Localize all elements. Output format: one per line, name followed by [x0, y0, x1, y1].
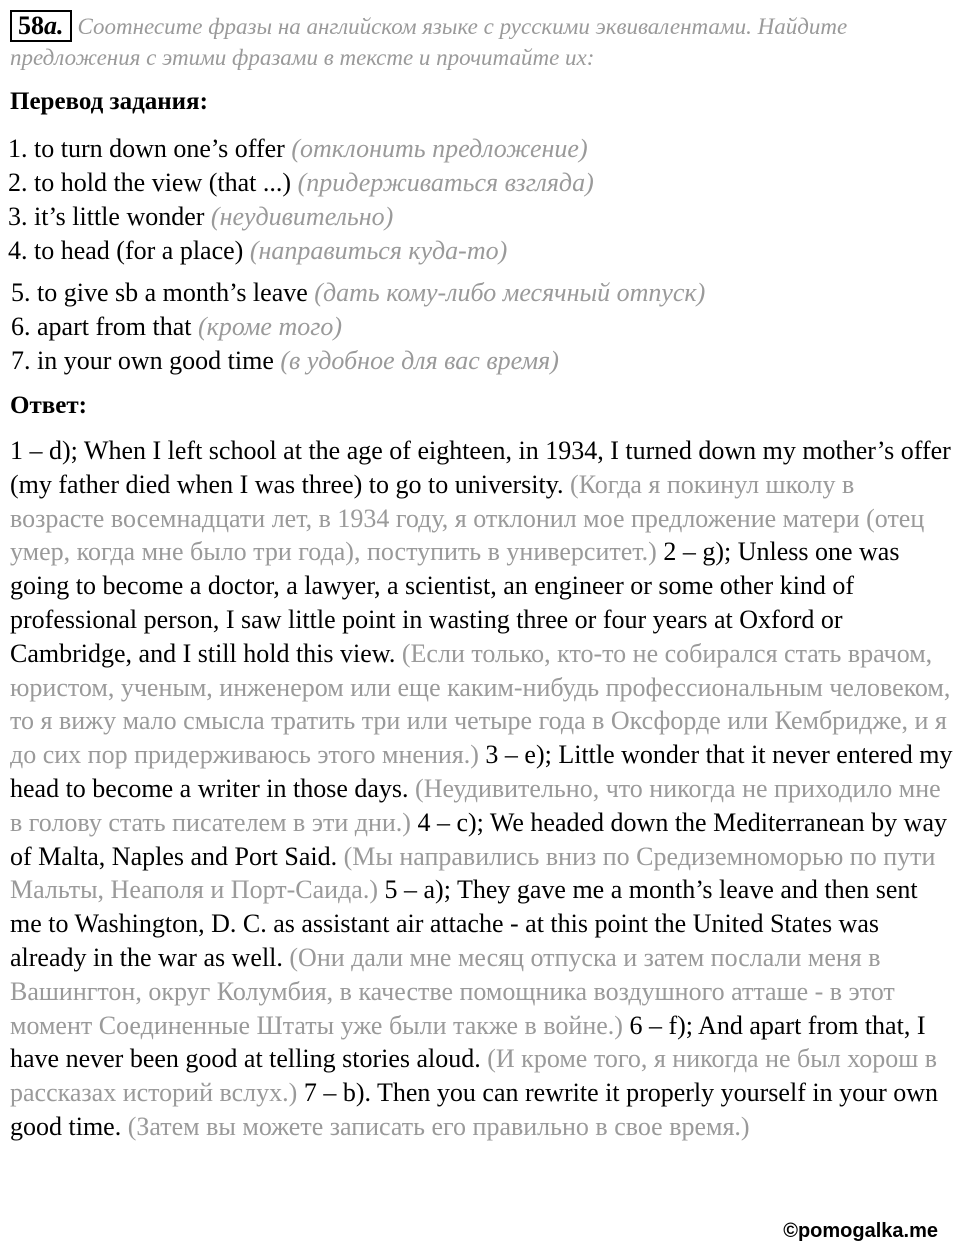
phrase-english: 2. to hold the view (that ...): [8, 168, 292, 197]
answer-body: [10, 434, 955, 1144]
phrase-item: [8, 344, 953, 378]
answer-english: 1 – d); When I left school at the age of eighteen, in 1934, I turned down my mother’s offer (my father died when I was three) to go to university.: [10, 436, 951, 499]
phrase-english: 4. to head (for a place): [8, 236, 244, 265]
phrase-english: 1. to turn down one’s offer: [8, 134, 285, 163]
phrase-list: [8, 132, 953, 378]
phrase-translation: (отклонить предложение): [291, 134, 588, 163]
phrase-translation: (неудивительно): [210, 202, 394, 231]
answer-english: 5 – a); They gave me a month’s leave and then sent me to Washington, D. C. as assistant air attache - at this point the United States was already in the war as well.: [10, 875, 918, 972]
site-watermark: ©pomogalka.me: [783, 1220, 938, 1242]
phrase-item: [8, 310, 953, 344]
answer-english: 6 – f); And apart from that, I have never been good at telling stories aloud.: [10, 1010, 926, 1074]
answer-translation: (Затем вы можете записать его правильно в свое время.): [127, 1111, 750, 1141]
phrase-english: 3. it’s little wonder: [8, 202, 205, 231]
phrase-item: [8, 234, 953, 268]
answer-translation: (И кроме того, я никогда не был хорош в рассказах историй вслух.): [10, 1044, 938, 1108]
answer-heading: Ответ:: [10, 392, 87, 419]
translation-heading: Перевод задания:: [10, 88, 208, 115]
task-number-suffix: a.: [44, 11, 64, 40]
phrase-translation: (кроме того): [198, 312, 343, 341]
answer-translation: (Они дали мне месяц отпуска и затем послали меня в Вашингтон, округ Колумбия, в качестве помощника воздушного атташе - в этот момент Соединенные Штаты уже были также в войне.): [10, 942, 895, 1040]
phrase-english: 6. apart from that: [11, 312, 192, 341]
phrase-english: 7. in your own good time: [11, 346, 274, 375]
phrase-english: 5. to give sb a month’s leave: [11, 278, 308, 307]
phrase-item: [8, 166, 953, 200]
phrase-item: [8, 276, 953, 310]
task-number-box: [10, 10, 72, 42]
phrase-translation: (придерживаться взгляда): [297, 168, 594, 197]
phrase-item: [8, 200, 953, 234]
answer-translation: (Неудивительно, что никогда не приходило мне в голову стать писателем в эти дни.): [10, 773, 941, 837]
phrase-translation: (дать кому-либо месячный отпуск): [314, 278, 706, 307]
phrase-translation: (в удобное для вас время): [280, 346, 559, 375]
answer-english: 4 – c); We headed down the Mediterranean by way of Malta, Naples and Port Said.: [10, 807, 947, 871]
task-header: [10, 10, 955, 73]
task-number: 58: [18, 11, 44, 40]
answer-translation: (Если только, кто-то не собирался стать врачом, юристом, ученым, инженером или еще каким-нибудь профессиональным человеком, то я вижу мало смысла тратить три или четыре года в Оксфорде или Кембридже, и я до сих пор придерживаюсь этого мнения.): [10, 638, 951, 770]
answer-translation: (Мы направились вниз по Средиземноморью по пути Мальты, Неаполя и Порт-Саида.): [10, 841, 936, 905]
task-instruction: Соотнесите фразы на английском языке с русскими эквивалентами. Найдите предложения с этими фразами в тексте и прочитайте их:: [10, 14, 848, 70]
answer-english: 7 – b). Then you can rewrite it properly yourself in your own good time.: [10, 1078, 939, 1141]
phrase-translation: (направиться куда-то): [249, 236, 508, 265]
answer-translation: (Когда я покинул школу в возрасте восемнадцати лет, в 1934 году, я отклонил мое предложение матери (отец умер, когда мне было три года), поступить в университет.): [10, 469, 925, 567]
answer-english: 2 – g); Unless one was going to become a doctor, a lawyer, a scientist, an engineer or some other kind of professional person, I saw little point in wasting three or four years at Oxford or Cambridge, and I still hold this view.: [10, 537, 900, 668]
answer-english: 3 – e); Little wonder that it never entered my head to become a writer in those days.: [10, 740, 953, 803]
phrase-item: [8, 132, 953, 166]
